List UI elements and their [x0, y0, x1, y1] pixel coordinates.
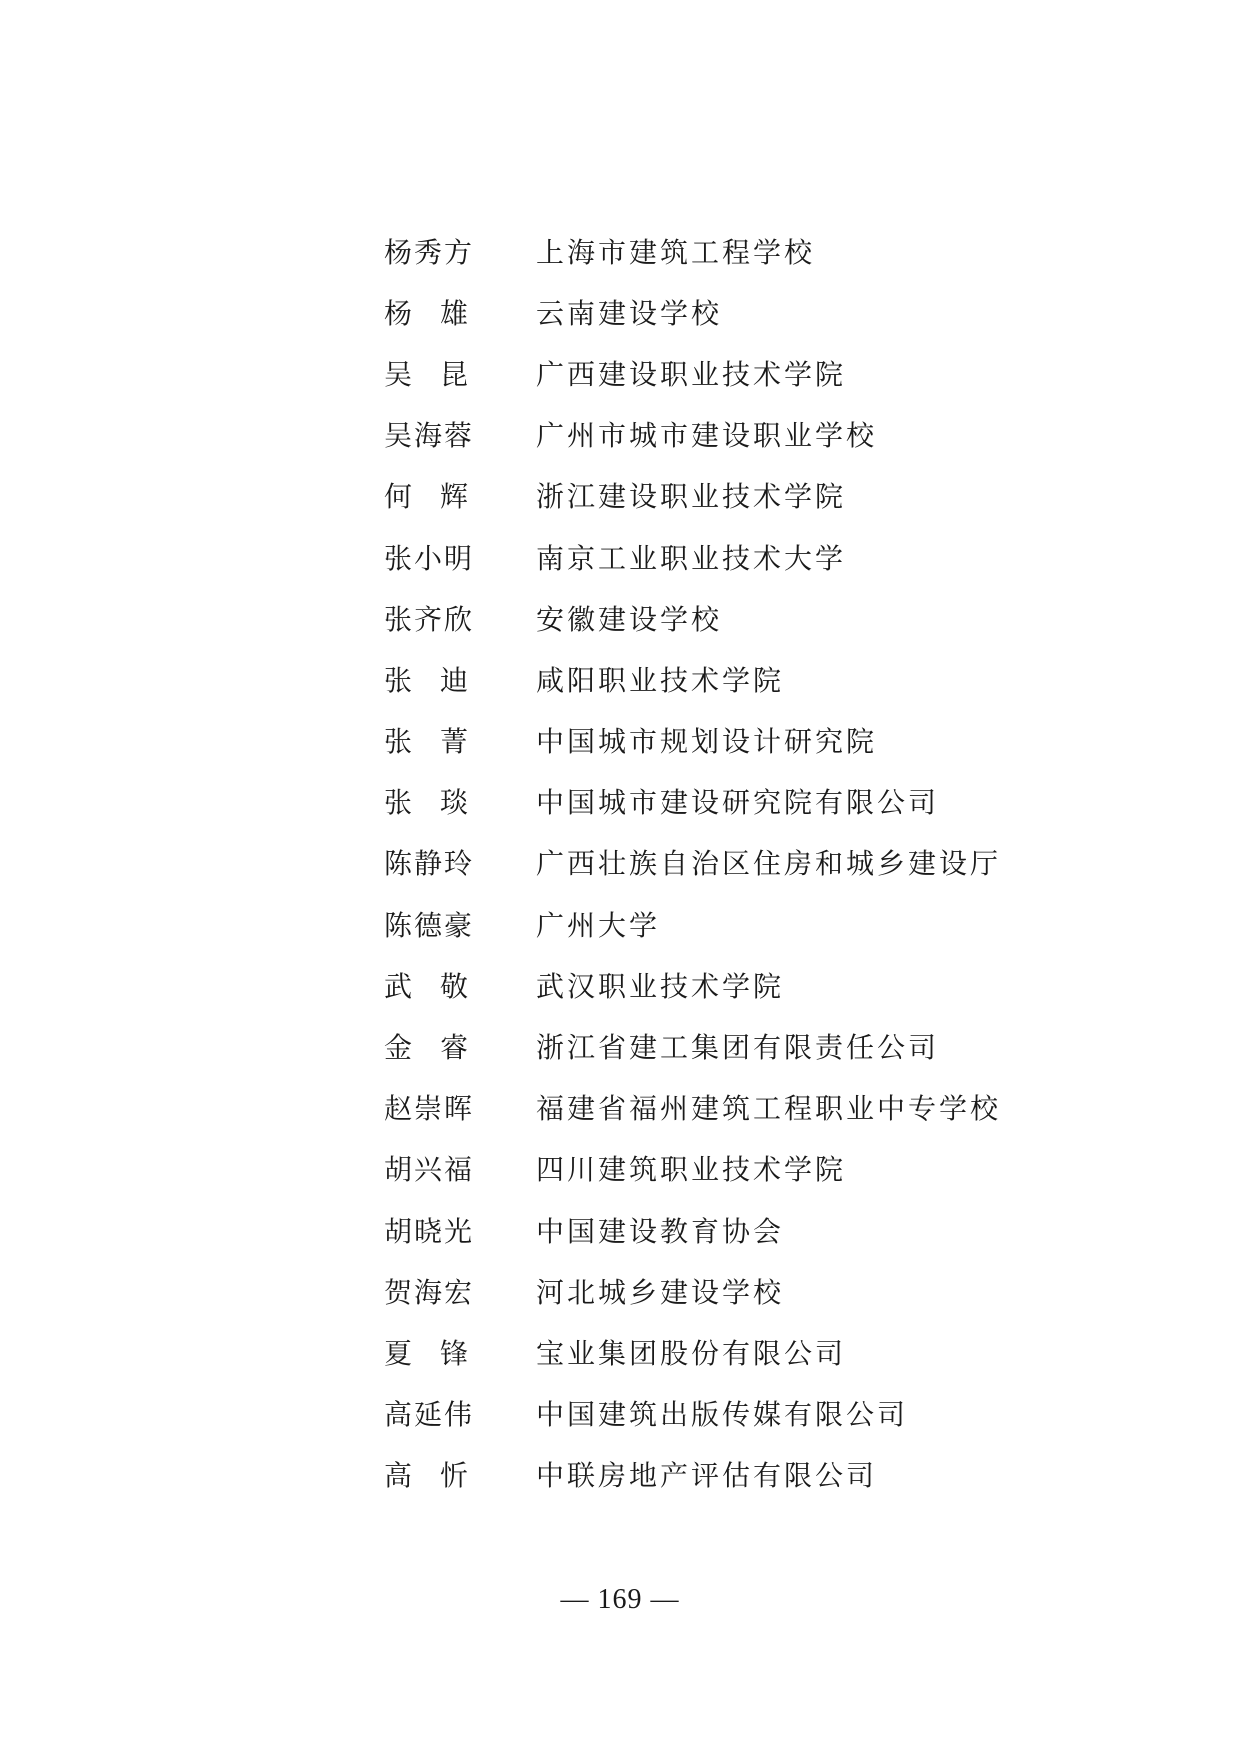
person-name: 陈德豪 [384, 908, 475, 942]
organization-name: 中国建设教育协会 [536, 1214, 785, 1248]
person-name: 赵崇晖 [384, 1092, 475, 1126]
list-item [384, 1321, 1144, 1382]
list-item [384, 1015, 1144, 1076]
list-item [384, 1444, 1144, 1505]
organization-name: 广州市城市建设职业学校 [536, 419, 878, 453]
list-item [384, 1383, 1144, 1444]
person-name: 夏锋 [384, 1336, 497, 1370]
person-name: 张迪 [384, 663, 497, 697]
list-item [384, 1138, 1144, 1199]
person-name: 陈静玲 [384, 847, 475, 881]
person-name: 张菁 [384, 725, 497, 759]
organization-name: 中国建筑出版传媒有限公司 [536, 1398, 909, 1432]
person-name: 杨雄 [384, 296, 497, 330]
organization-name: 河北城乡建设学校 [536, 1275, 785, 1309]
list-item [384, 587, 1144, 648]
person-name: 张齐欣 [384, 602, 475, 636]
list-item [384, 1077, 1144, 1138]
member-list [384, 220, 1144, 1505]
list-item [384, 832, 1144, 893]
person-name: 吴海蓉 [384, 419, 475, 453]
organization-name: 武汉职业技术学院 [536, 969, 785, 1003]
person-name: 高忻 [384, 1459, 497, 1493]
organization-name: 咸阳职业技术学院 [536, 663, 785, 697]
person-name: 高延伟 [384, 1398, 475, 1432]
organization-name: 中国城市建设研究院有限公司 [536, 786, 940, 820]
person-name: 何辉 [384, 480, 497, 514]
organization-name: 浙江建设职业技术学院 [536, 480, 847, 514]
organization-name: 中国城市规划设计研究院 [536, 725, 878, 759]
organization-name: 安徽建设学校 [536, 602, 723, 636]
list-item [384, 710, 1144, 771]
list-item [384, 526, 1144, 587]
person-name: 贺海宏 [384, 1275, 475, 1309]
organization-name: 浙江省建工集团有限责任公司 [536, 1031, 940, 1065]
person-name: 杨秀方 [384, 235, 475, 269]
organization-name: 宝业集团股份有限公司 [536, 1336, 847, 1370]
organization-name: 云南建设学校 [536, 296, 723, 330]
organization-name: 广西建设职业技术学院 [536, 357, 847, 391]
page-number: — 169 — [560, 1584, 680, 1615]
person-name: 武敬 [384, 969, 497, 1003]
organization-name: 南京工业职业技术大学 [536, 541, 847, 575]
list-item [384, 465, 1144, 526]
list-item [384, 771, 1144, 832]
person-name: 张小明 [384, 541, 475, 575]
list-item [384, 1199, 1144, 1260]
list-item [384, 342, 1144, 403]
organization-name: 四川建筑职业技术学院 [536, 1153, 847, 1187]
list-item [384, 281, 1144, 342]
list-item [384, 1260, 1144, 1321]
list-item [384, 893, 1144, 954]
person-name: 胡兴福 [384, 1153, 475, 1187]
list-item [384, 404, 1144, 465]
person-name: 吴昆 [384, 357, 497, 391]
list-item [384, 220, 1144, 281]
person-name: 张琰 [384, 786, 497, 820]
list-item [384, 954, 1144, 1015]
organization-name: 广西壮族自治区住房和城乡建设厅 [536, 847, 1002, 881]
list-item [384, 648, 1144, 709]
organization-name: 中联房地产评估有限公司 [536, 1459, 878, 1493]
organization-name: 广州大学 [536, 908, 661, 942]
person-name: 金睿 [384, 1031, 497, 1065]
organization-name: 上海市建筑工程学校 [536, 235, 816, 269]
organization-name: 福建省福州建筑工程职业中专学校 [536, 1092, 1002, 1126]
person-name: 胡晓光 [384, 1214, 475, 1248]
